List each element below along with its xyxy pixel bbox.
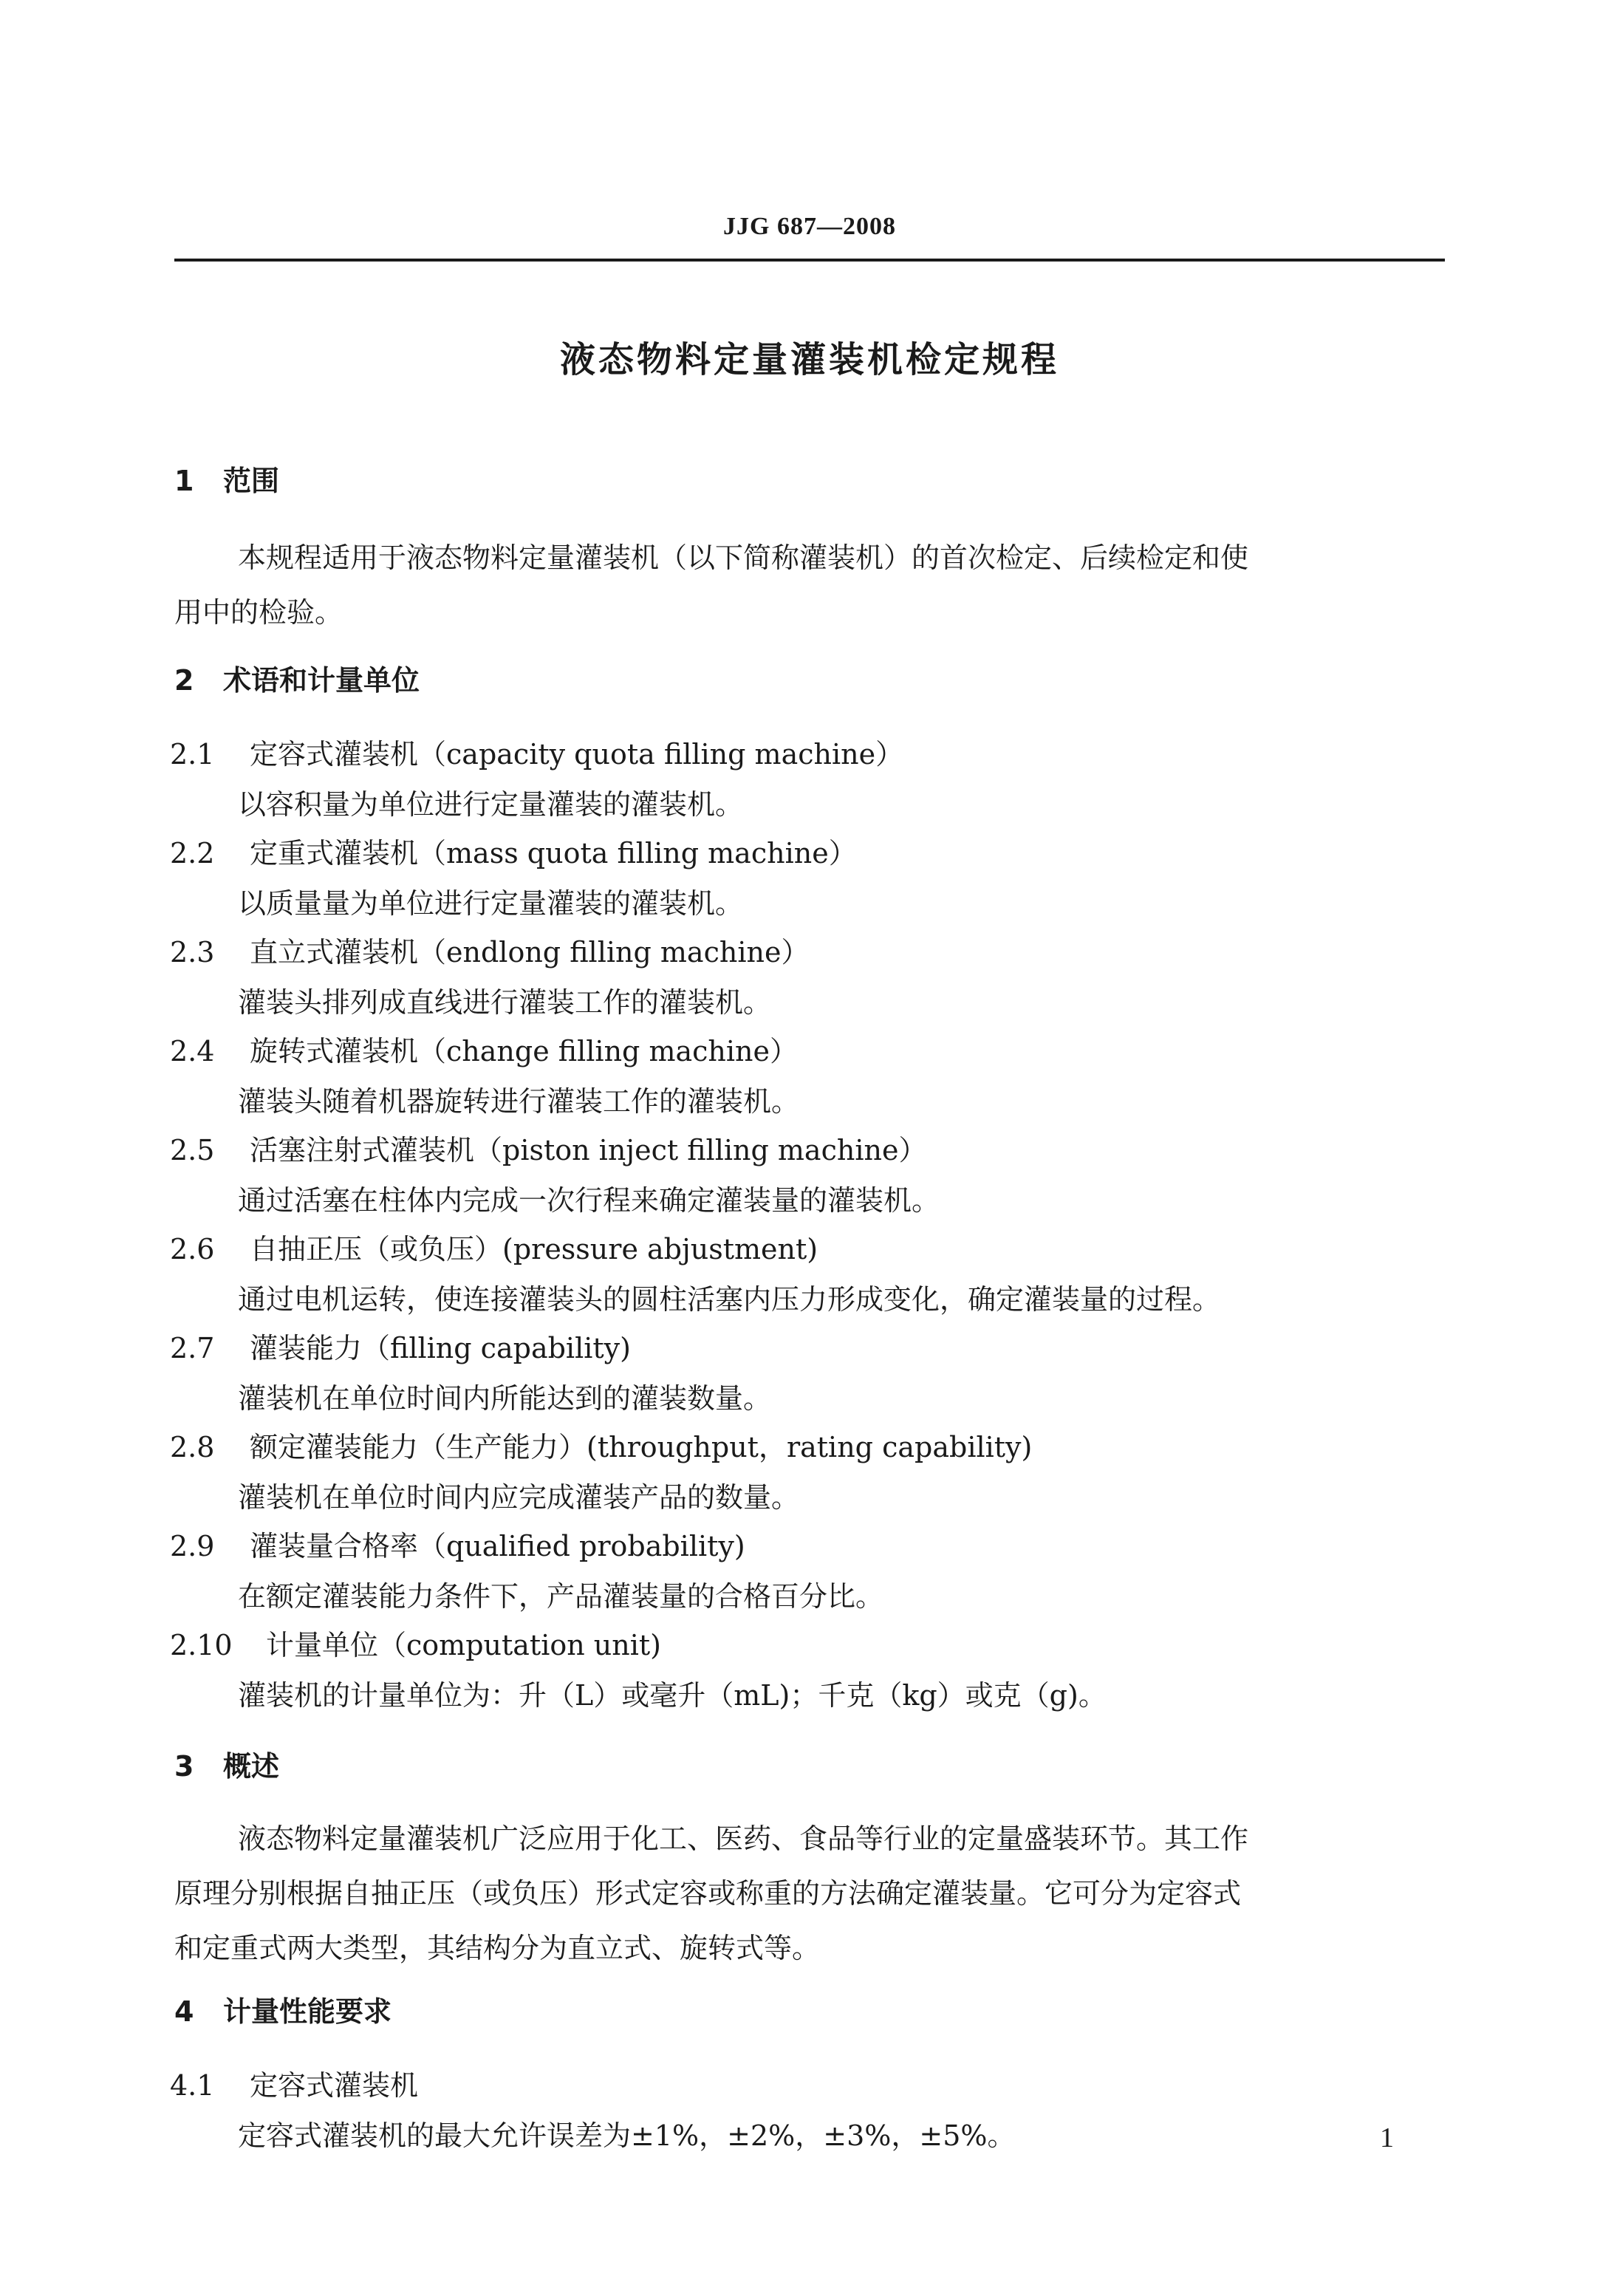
term-2-2 (170, 839, 857, 867)
term-number: 2.2 (170, 837, 215, 869)
term-definition: 以质量量为单位进行定量灌装的灌装机。 (238, 887, 744, 920)
page-number: 1 (1380, 2122, 1394, 2153)
header-rule (174, 259, 1445, 262)
term-2-9 (170, 1532, 745, 1560)
term-name: 活塞注射式灌装机（piston inject filling machine） (250, 1134, 927, 1166)
subsection-4-1 (170, 2069, 419, 2102)
section-3-heading (174, 1750, 280, 1783)
section-2-heading (174, 664, 420, 697)
section-number: 2 (174, 664, 194, 697)
term-number: 2.4 (170, 1035, 215, 1067)
term-definition: 灌装头排列成直线进行灌装工作的灌装机。 (238, 986, 772, 1019)
term-2-1 (170, 738, 904, 771)
paragraph-line: 液态物料定量灌装机广泛应用于化工、医药、食品等行业的定量盛装环节。其工作 (238, 1822, 1249, 1855)
term-2-10 (170, 1631, 661, 1659)
term-2-8 (170, 1433, 1032, 1461)
term-name: 定重式灌装机（mass quota filling machine） (250, 837, 857, 869)
term-name: 额定灌装能力（生产能力）(throughput，rating capability) (250, 1431, 1033, 1463)
document-title: 液态物料定量灌装机检定规程 (559, 339, 1059, 380)
subsection-definition: 定容式灌装机的最大允许误差为±1%，±2%，±3%，±5%。 (238, 2119, 1016, 2152)
term-definition: 灌装头随着机器旋转进行灌装工作的灌装机。 (238, 1085, 800, 1118)
term-2-6 (170, 1235, 818, 1263)
term-definition: 通过活塞在柱体内完成一次行程来确定灌装量的灌装机。 (238, 1184, 940, 1217)
section-title: 计量性能要求 (223, 1995, 392, 2028)
subsection-title: 定容式灌装机 (250, 2069, 419, 2102)
term-2-3 (170, 938, 809, 966)
term-2-7 (170, 1334, 631, 1362)
term-number: 2.9 (170, 1530, 215, 1562)
term-definition: 通过电机运转，使连接灌装头的圆柱活塞内压力形成变化，确定灌装量的过程。 (238, 1283, 1221, 1316)
term-name: 旋转式灌装机（change filling machine） (250, 1035, 799, 1067)
term-definition: 以容积量为单位进行定量灌装的灌装机。 (238, 788, 744, 821)
term-name: 直立式灌装机（endlong filling machine） (250, 936, 810, 968)
term-number: 2.5 (170, 1134, 215, 1166)
term-name: 灌装能力（filling capability) (250, 1332, 631, 1364)
term-definition: 灌装机在单位时间内应完成灌装产品的数量。 (238, 1481, 800, 1514)
section-4-heading (174, 1995, 392, 2028)
section-1-heading (174, 467, 279, 495)
term-definition: 灌装机的计量单位为：升（L）或毫升（mL)；千克（kg）或克（g)。 (238, 1679, 1107, 1712)
term-name: 灌装量合格率（qualified probability) (250, 1530, 745, 1562)
paragraph-line: 和定重式两大类型，其结构分为直立式、旋转式等。 (174, 1932, 821, 1964)
term-name: 定容式灌装机（capacity quota filling machine） (250, 738, 904, 771)
term-number: 2.8 (170, 1431, 215, 1463)
paragraph-line: 原理分别根据自抽正压（或负压）形式定容或称重的方法确定灌装量。它可分为定容式 (174, 1877, 1242, 1910)
section-title: 术语和计量单位 (223, 664, 420, 697)
section-number: 1 (174, 465, 194, 497)
term-number: 2.7 (170, 1332, 215, 1364)
section-3-paragraph (174, 1811, 1430, 1975)
term-number: 2.3 (170, 936, 215, 968)
section-number: 4 (174, 1995, 194, 2028)
standard-code: JJG 687—2008 (723, 213, 896, 240)
section-title: 概述 (223, 1750, 280, 1783)
subsection-number: 4.1 (170, 2069, 215, 2102)
term-2-4 (170, 1037, 798, 1065)
term-number: 2.10 (170, 1629, 233, 1661)
term-name: 自抽正压（或负压）(pressure abjustment) (250, 1233, 818, 1265)
paragraph-line: 用中的检验。 (174, 596, 343, 629)
term-definition: 灌装机在单位时间内所能达到的灌装数量。 (238, 1382, 772, 1415)
term-2-5 (170, 1136, 926, 1164)
section-1-paragraph (174, 530, 1430, 640)
term-number: 2.6 (170, 1233, 215, 1265)
section-number: 3 (174, 1750, 194, 1783)
section-title: 范围 (223, 465, 280, 497)
term-number: 2.1 (170, 738, 215, 771)
paragraph-line: 本规程适用于液态物料定量灌装机（以下简称灌装机）的首次检定、后续检定和使 (238, 541, 1249, 574)
term-name: 计量单位（computation unit) (266, 1629, 661, 1661)
term-definition: 在额定灌装能力条件下，产品灌装量的合格百分比。 (238, 1580, 884, 1613)
